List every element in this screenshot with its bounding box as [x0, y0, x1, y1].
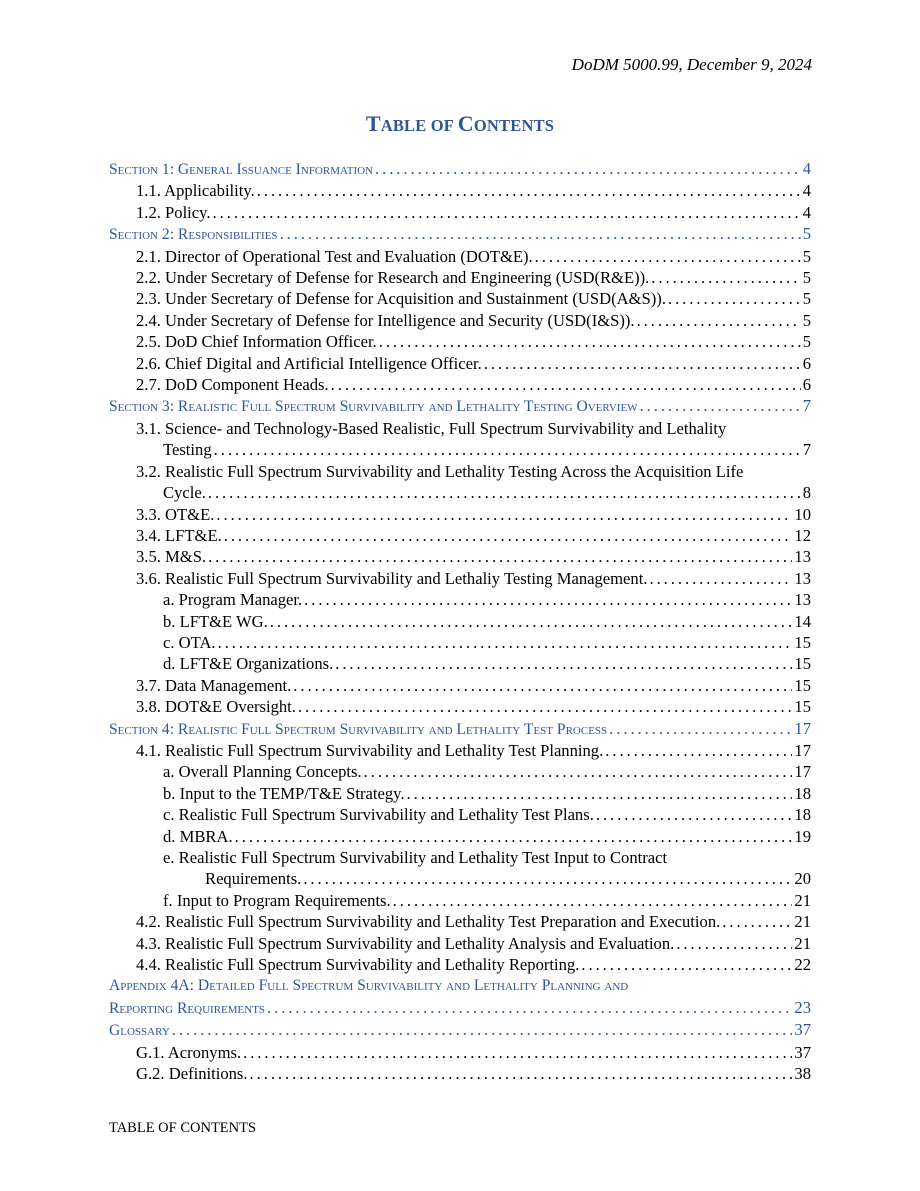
toc-entry-3-6-a[interactable] [109, 589, 811, 610]
toc-page: 12 [794, 525, 811, 545]
toc-label: 3.7. Data Management. [136, 675, 292, 695]
toc-label: Section 4: Realistic Full Spectrum Survivability and Lethality Test Process [109, 720, 608, 738]
toc-entry-3-5[interactable] [109, 546, 811, 567]
toc-entry-2-5[interactable] [109, 331, 811, 352]
toc-label: 3.6. Realistic Full Spectrum Survivability and Lethaliy Testing Management. [136, 568, 648, 588]
toc-page: 4 [802, 181, 811, 201]
toc-label: G.1. Acronyms. [136, 1042, 242, 1062]
toc-label: 2.6. Chief Digital and Artificial Intelligence Officer. [136, 353, 482, 373]
toc-entry-g-2[interactable] [109, 1063, 811, 1084]
toc-entry-3-8[interactable] [109, 696, 811, 717]
toc-page: 15 [794, 632, 811, 652]
title-part: T [365, 111, 381, 136]
toc-section-2[interactable] [109, 223, 811, 245]
toc-entry-1-2[interactable] [109, 202, 811, 223]
toc-label: f. Input to Program Requirements. [163, 890, 391, 910]
toc-entry-4-1-c[interactable] [109, 804, 811, 825]
toc-entry-4-4[interactable] [109, 954, 811, 975]
toc-page: 5 [802, 246, 811, 266]
toc-page: 17 [794, 740, 811, 760]
toc-label: d. MBRA. [163, 826, 233, 846]
toc-label: 2.7. DoD Component Heads. [136, 375, 329, 395]
toc-entry-3-6-d[interactable] [109, 653, 811, 674]
toc-page: 13 [794, 568, 811, 588]
toc-label: 2.2. Under Secretary of Defense for Research and Engineering (USD(R&E)). [136, 268, 650, 288]
toc-label: 1.2. Policy. [136, 202, 211, 222]
toc-page: 21 [794, 912, 811, 932]
toc-page: 22 [794, 955, 811, 975]
toc-page: 37 [794, 1020, 811, 1040]
toc-label-cont: Cycle. [163, 483, 206, 503]
toc-entry-4-1[interactable] [109, 740, 811, 761]
toc-entry-4-1-f[interactable] [109, 890, 811, 911]
toc-label: 3.8. DOT&E Oversight. [136, 697, 296, 717]
toc-entry-4-1-a[interactable] [109, 761, 811, 782]
toc-label: 3.5. M&S. [136, 547, 207, 567]
toc-section-4[interactable] [109, 718, 811, 740]
toc-page: 17 [794, 718, 811, 738]
toc-appendix-4a[interactable] [109, 975, 811, 1019]
toc-entry-2-1[interactable] [109, 246, 811, 267]
toc-page: 15 [794, 697, 811, 717]
toc-page: 18 [794, 805, 811, 825]
toc-page: 4 [802, 202, 811, 222]
toc-label: c. OTA. [163, 632, 216, 652]
toc-label: 1.1. Applicability. [136, 181, 255, 201]
toc-label: Section 1: General Issuance Information [109, 161, 373, 178]
toc-entry-4-1-b[interactable] [109, 783, 811, 804]
toc-glossary[interactable] [109, 1019, 811, 1041]
toc-entry-3-7[interactable] [109, 675, 811, 696]
page-footer: TABLE OF CONTENTS [109, 1120, 257, 1136]
toc-page: 5 [802, 332, 811, 352]
toc-entry-3-2[interactable] [109, 461, 811, 504]
toc-entry-3-6[interactable] [109, 568, 811, 589]
toc-entry-2-6[interactable] [109, 353, 811, 374]
toc-page: 5 [802, 310, 811, 330]
document-reference: DoDM 5000.99, December 9, 2024 [571, 55, 812, 74]
toc-entry-2-2[interactable] [109, 267, 811, 288]
toc-page: 10 [794, 504, 811, 524]
toc-entry-g-1[interactable] [109, 1042, 811, 1063]
toc-section-1[interactable] [109, 158, 811, 180]
toc-page: 5 [802, 224, 811, 244]
toc-label: c. Realistic Full Spectrum Survivability and Lethality Test Plans. [163, 805, 594, 825]
toc-label: e. Realistic Full Spectrum Survivability and Lethality Test Input to Contract [163, 848, 668, 867]
toc-page: 19 [794, 826, 811, 846]
toc-label: b. LFT&E WG. [163, 611, 268, 631]
toc-page: 13 [794, 547, 811, 567]
toc-page: 15 [794, 675, 811, 695]
toc-label: d. LFT&E Organizations. [163, 654, 334, 674]
toc-label: 2.1. Director of Operational Test and Evaluation (DOT&E). [136, 246, 533, 266]
toc-label: 2.3. Under Secretary of Defense for Acquisition and Sustainment (USD(A&S)). [136, 289, 666, 309]
toc-page: 6 [802, 353, 811, 373]
toc-entry-3-6-c[interactable] [109, 632, 811, 653]
toc-page: 38 [794, 1064, 811, 1084]
toc-label: 3.2. Realistic Full Spectrum Survivability and Lethality Testing Across the Acquisition Life [136, 461, 744, 481]
toc-page: 5 [802, 289, 811, 309]
toc-entry-2-7[interactable] [109, 374, 811, 395]
toc-page: 21 [794, 890, 811, 910]
toc-label: 3.1. Science- and Technology-Based Realistic, Full Spectrum Survivability and Lethality [136, 418, 727, 438]
toc-section-3[interactable] [109, 395, 811, 417]
toc-page: 8 [802, 483, 811, 503]
toc-label: Section 2: Responsibilities [109, 226, 278, 244]
page-title [0, 111, 920, 137]
toc-entry-4-1-d[interactable] [109, 826, 811, 847]
toc-page: 5 [802, 268, 811, 288]
title-part: ABLE OF [380, 116, 458, 135]
toc-entry-4-2[interactable] [109, 911, 811, 932]
toc-label: a. Program Manager. [163, 590, 303, 610]
table-of-contents [109, 158, 811, 1084]
toc-page: 37 [794, 1042, 811, 1062]
toc-label: a. Overall Planning Concepts. [163, 762, 362, 782]
toc-label: Section 3: Realistic Full Spectrum Survivability and Lethality Testing Overview [109, 398, 638, 416]
toc-label: 3.3. OT&E. [136, 504, 215, 524]
toc-page: 15 [794, 654, 811, 674]
toc-page: 14 [794, 611, 811, 631]
toc-page: 18 [794, 783, 811, 803]
toc-entry-3-4[interactable] [109, 525, 811, 546]
toc-entry-3-3[interactable] [109, 504, 811, 525]
title-part: ONTENTS [473, 116, 555, 135]
toc-label: 2.4. Under Secretary of Defense for Intelligence and Security (USD(I&S)). [136, 310, 635, 330]
toc-entry-4-3[interactable] [109, 933, 811, 954]
toc-label: Appendix 4A: Detailed Full Spectrum Survivability and Lethality Planning and [109, 977, 629, 995]
toc-label: Glossary [109, 1022, 170, 1040]
toc-entry-2-3[interactable] [109, 288, 811, 309]
toc-label: 4.2. Realistic Full Spectrum Survivability and Lethality Test Preparation and Execution. [136, 912, 721, 932]
toc-page: 4 [802, 159, 811, 178]
toc-label: 4.1. Realistic Full Spectrum Survivability and Lethality Test Planning. [136, 740, 604, 760]
toc-entry-1-1[interactable] [109, 180, 811, 201]
toc-entry-3-6-b[interactable] [109, 611, 811, 632]
toc-label: b. Input to the TEMP/T&E Strategy. [163, 783, 405, 803]
toc-page: 20 [794, 869, 811, 889]
toc-page: 7 [802, 396, 811, 416]
toc-entry-3-1[interactable] [109, 418, 811, 461]
toc-label: 4.3. Realistic Full Spectrum Survivability and Lethality Analysis and Evaluation. [136, 933, 675, 953]
toc-label-cont: Reporting Requirements [109, 999, 266, 1017]
toc-page: 21 [794, 933, 811, 953]
toc-label: G.2. Definitions. [136, 1064, 248, 1084]
toc-page: 23 [794, 997, 811, 1017]
toc-page: 6 [802, 375, 811, 395]
toc-page: 13 [794, 590, 811, 610]
toc-label: 2.5. DoD Chief Information Officer. [136, 332, 377, 352]
toc-label-cont: Requirements. [205, 869, 302, 889]
toc-label-cont: Testing [163, 440, 212, 460]
toc-entry-2-4[interactable] [109, 310, 811, 331]
toc-label: 4.4. Realistic Full Spectrum Survivability and Lethality Reporting. [136, 955, 580, 975]
toc-page: 17 [794, 762, 811, 782]
title-part: C [457, 111, 474, 136]
toc-entry-4-1-e[interactable] [109, 847, 811, 890]
toc-label: 3.4. LFT&E. [136, 525, 222, 545]
toc-page: 7 [802, 440, 811, 460]
